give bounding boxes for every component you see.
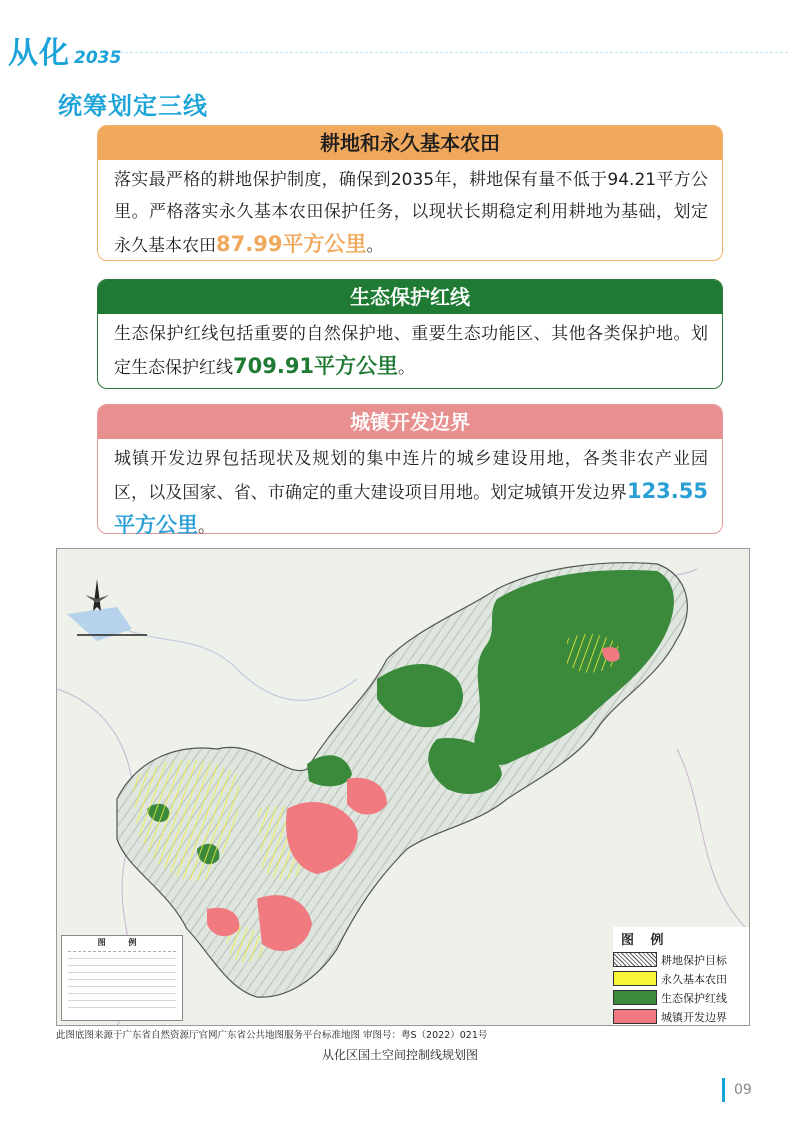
brand-name: 从化 [8, 36, 70, 71]
card-title: 耕地和永久基本农田 [98, 126, 722, 160]
header-divider [120, 52, 788, 53]
card-highlight-value: 87.99平方公里 [216, 232, 367, 256]
legend-item [613, 950, 749, 969]
legend-label: 永久基本农田 [661, 972, 727, 986]
brand-logo [8, 28, 121, 72]
card-title: 生态保护红线 [98, 280, 722, 314]
base-map-legend [61, 935, 183, 1021]
card-text [98, 314, 722, 384]
legend-label: 耕地保护目标 [661, 953, 727, 967]
card-end-mark: 。 [366, 236, 384, 256]
card-title: 城镇开发边界 [98, 405, 722, 439]
page-number-bar [722, 1078, 725, 1102]
card-text [98, 160, 722, 262]
card-body-text: 城镇开发边界包括现状及规划的集中连片的城乡建设用地，各类非农产业园区，以及国家、省、市确定的重大建设项目用地。划定城镇开发边界 [114, 449, 708, 503]
map-caption: 从化区国土空间控制线规划图 [321, 1048, 478, 1062]
legend-label: 城镇开发边界 [661, 1010, 727, 1024]
card-end-mark: 。 [398, 358, 416, 378]
page-number: 09 [734, 1082, 752, 1098]
card-highlight-value: 709.91平方公里 [233, 354, 399, 378]
legend-swatch [613, 990, 657, 1005]
legend-swatch [613, 971, 657, 986]
legend-label: 生态保护红线 [661, 991, 727, 1005]
card-end-mark: 。 [198, 517, 215, 537]
card-highlight-value: 123.55平方公里 [114, 479, 708, 537]
legend-swatch [613, 952, 657, 967]
legend-item [613, 988, 749, 1007]
card-body-text: 落实最严格的耕地保护制度，确保到2035年，耕地保有量不低于94.21平方公里。严格落实永久基本农田保护任务，以现状长期稳定利用耕地为基础，划定永久基本农田 [114, 170, 708, 256]
card-ecological-redline [97, 279, 723, 389]
legend-swatch [613, 1009, 657, 1024]
legend-item [613, 969, 749, 988]
card-text [98, 439, 722, 543]
brand-year: 2035 [74, 48, 122, 68]
base-map-legend-title: 图 例 [97, 938, 147, 947]
card-farmland [97, 125, 723, 261]
card-body-text: 生态保护红线包括重要的自然保护地、重要生态功能区、其他各类保护地。划定生态保护红线 [114, 324, 708, 378]
map-legend [613, 927, 749, 1025]
map-source-note: 此图底图来源于广东省自然资源厅官网广东省公共地图服务平台标准地图 审图号：粤S（2022）021号 [56, 1030, 488, 1041]
card-urban-boundary [97, 404, 723, 537]
section-title: 统筹划定三线 [58, 92, 208, 120]
base-map-legend-entries [68, 951, 176, 1012]
land-control-map [56, 548, 750, 1026]
legend-title: 图 例 [621, 933, 670, 948]
legend-item [613, 1007, 749, 1026]
